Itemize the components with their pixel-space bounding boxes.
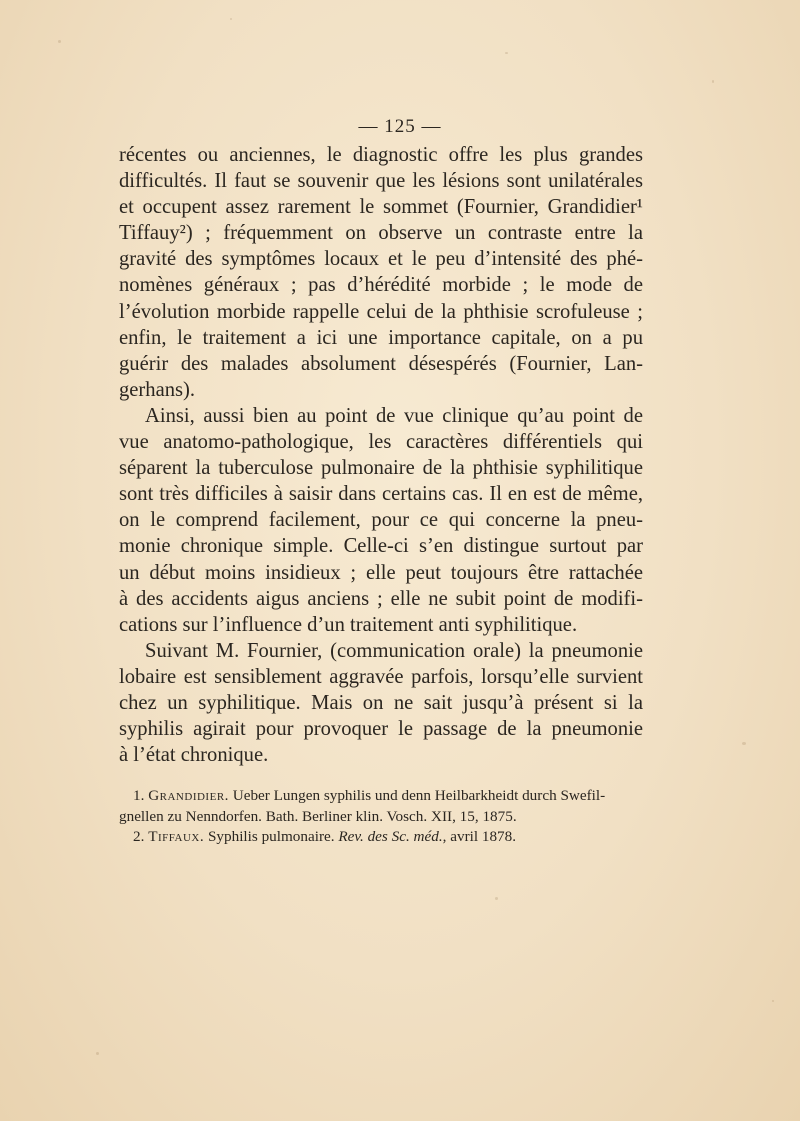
text-line: à des accidents aigus anciens ; elle ne subit point de modifi-	[119, 587, 643, 610]
text-line: lobaire est sensiblement aggravée parfois, lorsqu’elle survient	[119, 665, 643, 688]
text-line: vue anatomo-pathologique, les caractères différentiels qui	[119, 431, 643, 454]
text-line: Tiffauy²) ; fréquemment on observe un contraste entre la	[119, 222, 643, 245]
text-line: monie chronique simple. Celle-ci s’en distingue surtout par	[119, 535, 643, 558]
footnotes	[119, 786, 643, 848]
text-line: guérir des malades absolument désespérés (Fournier, Lan-	[119, 352, 643, 375]
footnote-author: Tiffaux.	[148, 828, 205, 845]
text-line: difficultés. Il faut se souvenir que les lésions sont unilatérales	[119, 170, 643, 193]
footnote-number: 2.	[133, 828, 145, 845]
paper-speck	[495, 897, 498, 900]
footnote-author: Grandidier.	[148, 787, 229, 804]
text-line: cations sur l’influence d’un traitement anti syphilitique.	[119, 613, 578, 636]
footnote-1-continuation: gnellen zu Nenndorfen. Bath. Berliner klin. Vosch. XII, 15, 1875.	[119, 807, 517, 825]
text-line: et occupent assez rarement le sommet (Fournier, Grandidier¹	[119, 196, 643, 219]
text-line: syphilis agirait pour provoquer le passage de la pneumonie	[119, 718, 643, 741]
footnote-journal: Rev. des Sc. méd.	[338, 828, 443, 845]
page-number: — 125 —	[358, 116, 442, 137]
text-line: Suivant M. Fournier, (communication orale) la pneumonie	[145, 639, 643, 662]
text-line: séparent la tuberculose pulmonaire de la phthisie syphilitique	[119, 457, 643, 480]
footnote-text: Ueber Lungen syphilis und denn Heilbarkheidt durch Swefil-	[232, 787, 606, 804]
paper-speck	[96, 1052, 99, 1055]
body-text	[119, 142, 643, 768]
footnote-1	[119, 786, 643, 807]
text-line: récentes ou anciennes, le diagnostic offre les plus grandes	[119, 144, 643, 166]
paper-speck	[505, 52, 508, 54]
text-line: à l’état chronique.	[119, 744, 269, 767]
text-line: chez un syphilitique. Mais on ne sait jusqu’à présent si la	[119, 691, 643, 714]
paper-speck	[58, 40, 61, 43]
text-line: l’évolution morbide rappelle celui de la phthisie scrofuleuse ;	[119, 300, 643, 323]
paper-speck	[712, 80, 714, 83]
text-line: nomènes généraux ; pas d’hérédité morbide ; le mode de	[119, 274, 643, 297]
paper-speck	[742, 742, 746, 745]
footnote-text: Syphilis pulmonaire.	[207, 828, 335, 845]
text-line: on le comprend facilement, pour ce qui concerne la pneu-	[119, 509, 643, 532]
text-line: un début moins insidieux ; elle peut toujours être rattachée	[119, 561, 643, 584]
text-line: gravité des symptômes locaux et le peu d’intensité des phé-	[119, 248, 643, 271]
paper-speck	[230, 18, 232, 20]
text-line: gerhans).	[119, 378, 196, 401]
footnote-number: 1.	[133, 787, 145, 804]
footnote-2	[119, 827, 643, 848]
text-line: enfin, le traitement a ici une importance capitale, on a pu	[119, 326, 643, 349]
footnote-date: , avril 1878.	[442, 828, 517, 845]
paper-speck	[772, 1000, 774, 1002]
text-line: Ainsi, aussi bien au point de vue clinique qu’au point de	[145, 404, 643, 427]
text-line: sont très difficiles à saisir dans certains cas. Il en est de même,	[119, 483, 643, 506]
